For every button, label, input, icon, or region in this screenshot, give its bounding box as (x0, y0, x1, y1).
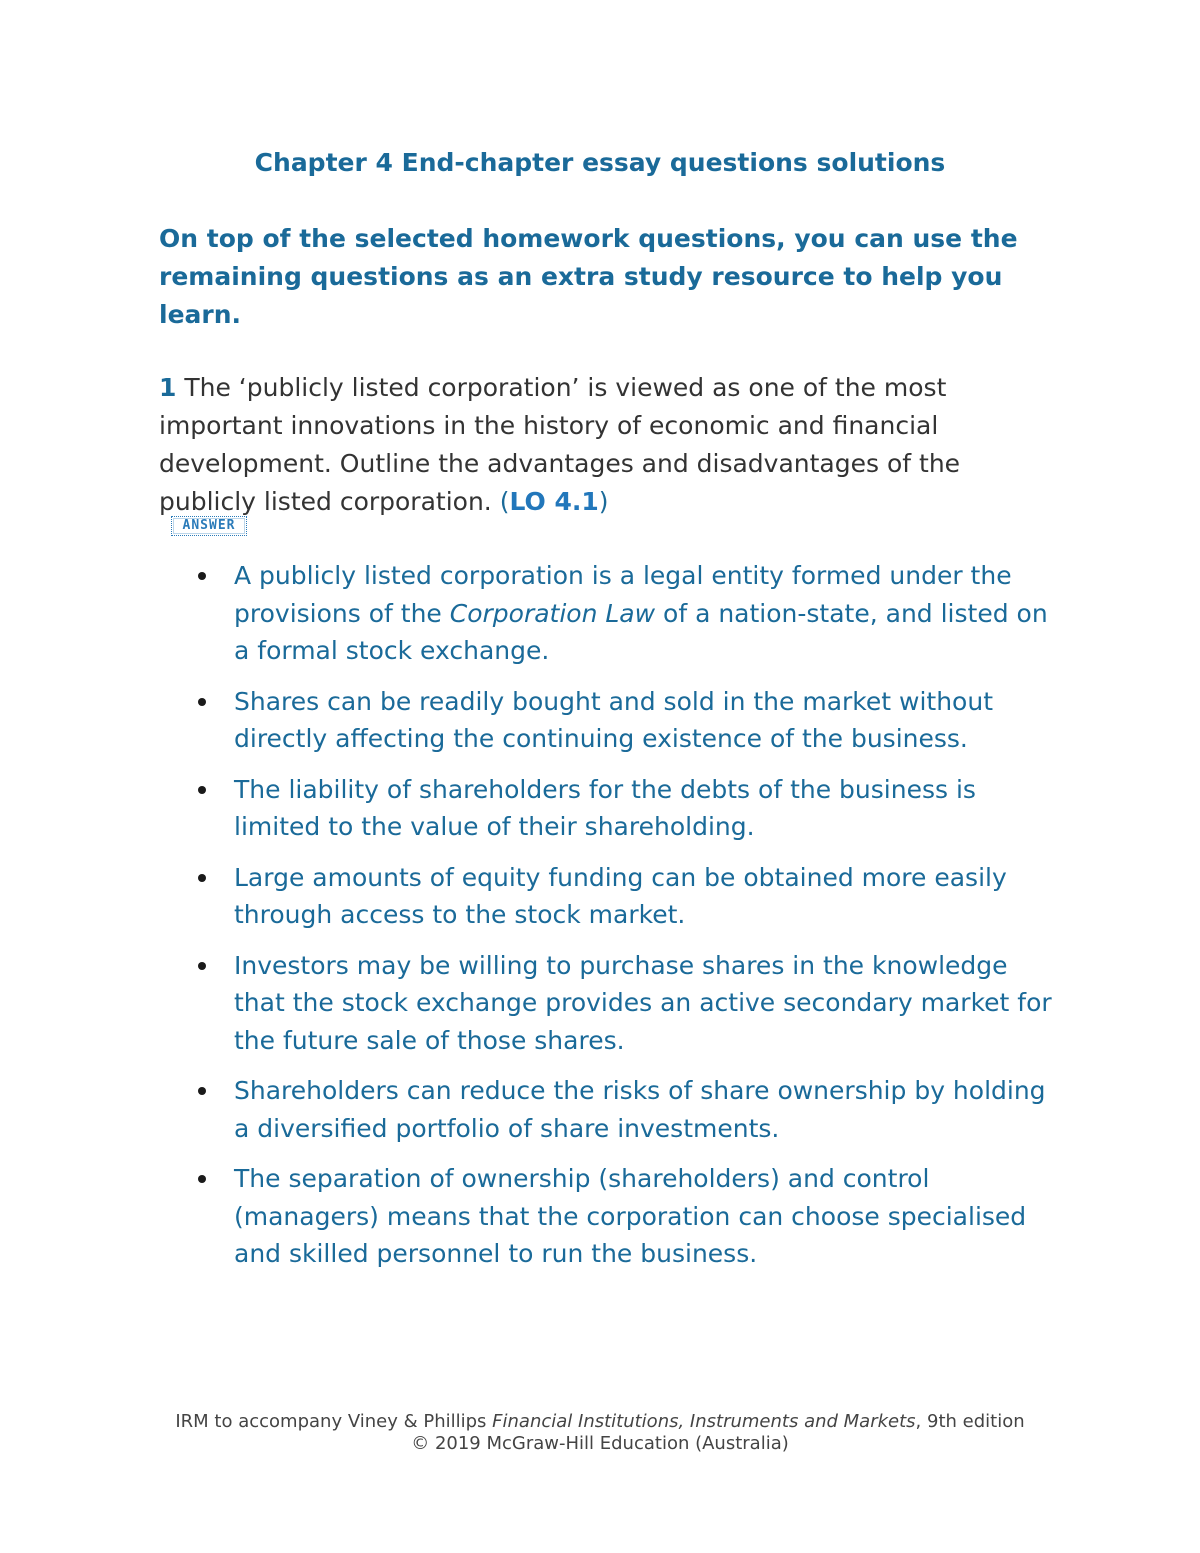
bullet-icon (198, 874, 206, 882)
question-1 (159, 369, 1039, 521)
list-item: The liability of shareholders for the debts of the business is limited to the value of their shareholding. (194, 771, 1054, 846)
book-title: Financial Institutions, Instruments and Markets (492, 1411, 916, 1432)
footer-line-1: IRM to accompany Viney & Phillips Financial Institutions, Instruments and Markets, 9th edition (175, 1411, 1025, 1432)
italic-term: Corporation Law (449, 598, 656, 628)
list-item: A publicly listed corporation is a legal entity formed under the provisions of the Corporation Law of a nation-state, and listed on a formal stock exchange. (194, 557, 1054, 670)
intro-paragraph: On top of the selected homework questions, you can use the remaining questions as an extra study resource to help you learn. (159, 224, 1018, 329)
answer-bullet-list (194, 557, 1054, 1286)
page-footer (0, 1411, 1200, 1455)
list-item: Shareholders can reduce the risks of share ownership by holding a diversified portfolio of share investments. (194, 1072, 1054, 1147)
bullet-icon (198, 1087, 206, 1095)
learning-objective: (LO 4.1) (499, 487, 609, 516)
page-title: Chapter 4 End-chapter essay questions solutions (254, 148, 946, 177)
answer-tag: ANSWER (171, 516, 247, 536)
bullet-icon (198, 962, 206, 970)
footer-copyright: © 2019 McGraw-Hill Education (Australia) (411, 1433, 789, 1454)
list-item: Investors may be willing to purchase shares in the knowledge that the stock exchange provides an active secondary market for the future sale of those shares. (194, 947, 1054, 1060)
learning-objective-label: LO 4.1 (509, 487, 599, 516)
list-item: Large amounts of equity funding can be obtained more easily through access to the stock market. (194, 859, 1054, 934)
question-text: The ‘publicly listed corporation’ is viewed as one of the most important innovations in the history of economic and financial development. Outline the advantages and disadvantages of the publicly listed corporation. (159, 373, 961, 516)
question-number: 1 (159, 373, 177, 402)
bullet-icon (198, 1175, 206, 1183)
bullet-icon (198, 786, 206, 794)
bullet-icon (198, 572, 206, 580)
list-item: The separation of ownership (shareholders) and control (managers) means that the corporation can choose specialised and skilled personnel to run the business. (194, 1160, 1054, 1273)
bullet-icon (198, 698, 206, 706)
list-item: Shares can be readily bought and sold in the market without directly affecting the continuing existence of the business. (194, 683, 1054, 758)
